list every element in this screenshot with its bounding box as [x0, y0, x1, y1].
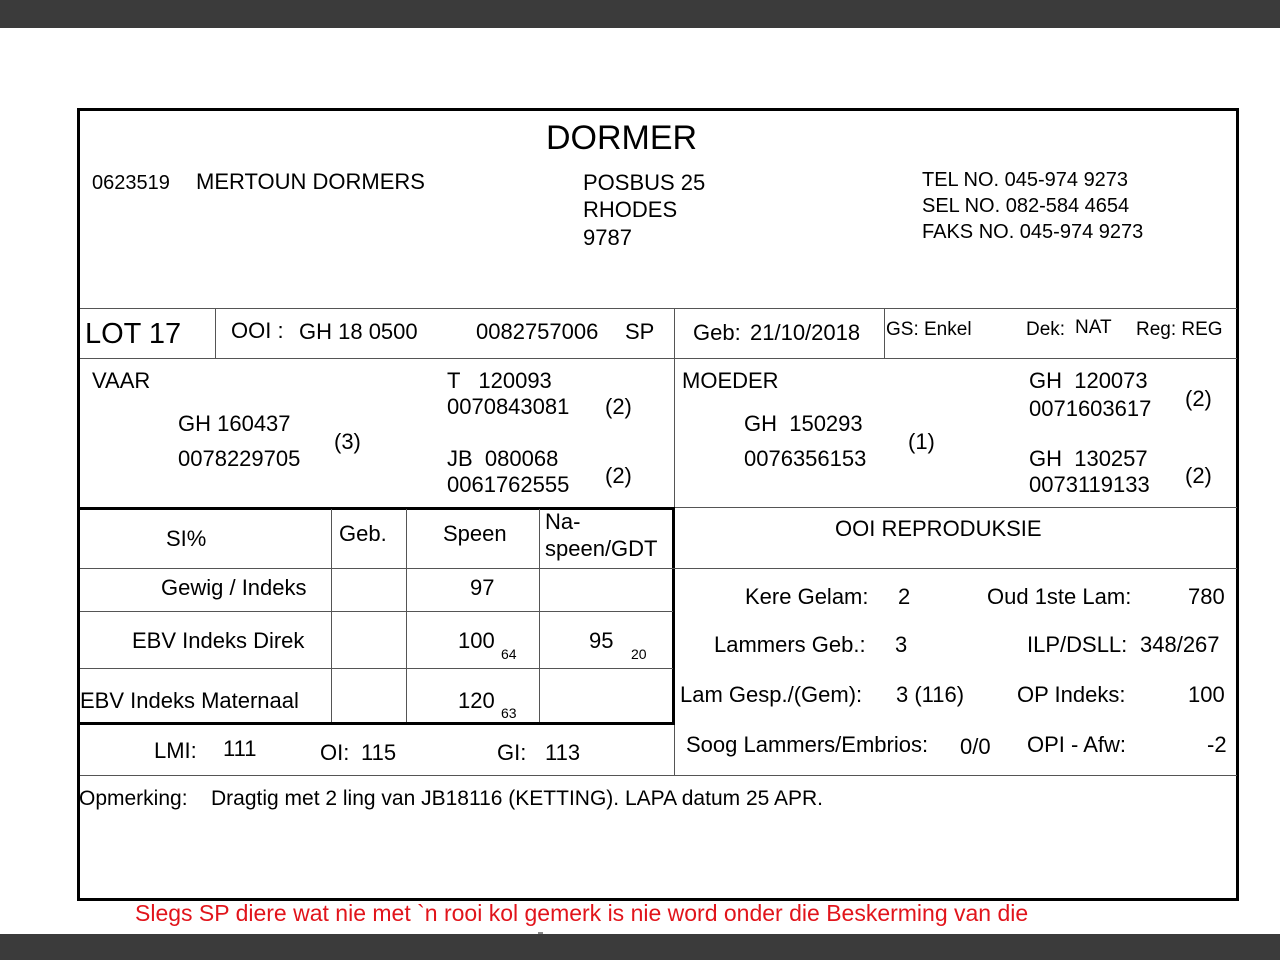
- faks-number: FAKS NO. 045-974 9273: [922, 221, 1144, 243]
- divider-perf-top: [78, 507, 675, 510]
- row-direk-speen-sub: 64: [501, 646, 517, 662]
- col-header-naspeen-1: Na-: [545, 509, 581, 534]
- lamgesp-value: 3 (116): [896, 682, 965, 707]
- reg-value: Reg: REG: [1136, 319, 1223, 340]
- vaar-grade: (3): [334, 429, 361, 454]
- moeder-dam-number: 0073119133: [1029, 472, 1150, 497]
- repro-title: OOI REPRODUKSIE: [835, 516, 1042, 541]
- moeder-label: MOEDER: [682, 368, 779, 393]
- divider-lot-v2: [674, 308, 675, 359]
- row-gewig-label: Gewig / Indeks: [161, 575, 307, 600]
- divider-pedigree-v: [674, 358, 675, 508]
- moeder-number: 0076356153: [744, 446, 867, 471]
- divider-perf-v2: [406, 509, 407, 724]
- divider-perf-row1: [80, 611, 673, 612]
- lmi-value: 111: [223, 736, 257, 761]
- vaar-dam-id: JB 080068: [447, 446, 559, 471]
- kere-label: Kere Gelam:: [745, 584, 869, 609]
- vaar-number: 0078229705: [178, 446, 301, 471]
- divider-lot-v1: [215, 308, 216, 359]
- address-line-2: RHODES: [583, 197, 678, 222]
- remark-text: Dragtig met 2 ling van JB18116 (KETTING). LAPA datum 25 APR.: [211, 787, 824, 810]
- oi-label: OI:: [320, 740, 350, 765]
- row-maternaal-label: EBV Indeks Maternaal: [80, 688, 299, 713]
- row-direk-naspeen-sub: 20: [631, 646, 647, 662]
- ilp-value: 348/267: [1140, 632, 1220, 657]
- op-label: OP Indeks:: [1017, 682, 1126, 707]
- moeder-dam-id: GH 130257: [1029, 446, 1148, 471]
- moeder-dam-grade: (2): [1185, 463, 1212, 488]
- lot-label: LOT 17: [85, 318, 182, 350]
- sp-marker: SP: [625, 319, 655, 344]
- vaar-id: GH 160437: [178, 411, 291, 436]
- geb-date: 21/10/2018: [750, 320, 861, 345]
- gi-label: GI:: [497, 740, 527, 765]
- soog-value: 0/0: [960, 734, 991, 759]
- gi-value: 113: [545, 740, 581, 765]
- lammers-value: 3: [895, 632, 908, 657]
- moeder-sire-id: GH 120073: [1029, 368, 1148, 393]
- col-header-geb: Geb.: [339, 521, 387, 546]
- sel-number: SEL NO. 082-584 4654: [922, 195, 1130, 217]
- address-line-3: 9787: [583, 225, 632, 250]
- col-header-speen: Speen: [443, 521, 507, 546]
- lmi-label: LMI:: [154, 738, 197, 763]
- ooi-label: OOI :: [231, 318, 284, 343]
- kere-value: 2: [898, 584, 911, 609]
- protection-note: Slegs SP diere wat nie met `n rooi kol gemerk is nie word onder die Beskerming van die: [135, 900, 1029, 926]
- divider-perf-right: [672, 508, 675, 725]
- vaar-sire-number: 0070843081: [447, 394, 570, 419]
- divider-index-right: [674, 725, 675, 775]
- ooi-reg-number: 0082757006: [476, 319, 599, 344]
- vaar-label: VAAR: [92, 368, 151, 393]
- gs-value: GS: Enkel: [886, 319, 972, 340]
- row-direk-speen: 100: [458, 628, 495, 653]
- vaar-dam-grade: (2): [605, 463, 632, 488]
- remark-label: Opmerking:: [79, 787, 188, 810]
- divider-lot-v3: [884, 308, 885, 359]
- lammers-label: Lammers Geb.:: [714, 632, 866, 657]
- row-maternaal-speen: 120: [458, 688, 495, 713]
- opi-label: OPI - Afw:: [1027, 732, 1127, 757]
- moeder-sire-number: 0071603617: [1029, 396, 1152, 421]
- top-bar: [0, 0, 1280, 28]
- moeder-id: GH 150293: [744, 411, 863, 436]
- soog-label: Soog Lammers/Embrios:: [686, 732, 929, 757]
- col-header-naspeen-2: speen/GDT: [545, 536, 658, 561]
- divider-perf-row3: [80, 722, 675, 725]
- geb-label: Geb:: [693, 320, 741, 345]
- row-maternaal-speen-sub: 63: [501, 705, 517, 721]
- bottom-bar: [0, 934, 1280, 960]
- moeder-grade: (1): [908, 429, 935, 454]
- divider-lot-top: [80, 308, 1237, 309]
- row-direk-naspeen: 95: [589, 628, 614, 653]
- divider-perf-row2: [80, 668, 673, 669]
- vaar-dam-number: 0061762555: [447, 472, 570, 497]
- divider-perf-v3: [539, 509, 540, 724]
- vaar-sire-grade: (2): [605, 394, 632, 419]
- address-line-1: POSBUS 25: [583, 170, 706, 195]
- opi-value: -2: [1207, 732, 1227, 757]
- dek-label: Dek:: [1026, 319, 1066, 340]
- dek-value: NAT: [1075, 317, 1112, 338]
- divider-perf-header: [80, 568, 1237, 569]
- lamgesp-label: Lam Gesp./(Gem):: [680, 682, 863, 707]
- moeder-sire-grade: (2): [1185, 386, 1212, 411]
- breed-title: DORMER: [546, 119, 698, 157]
- ooi-id: GH 18 0500: [299, 319, 418, 344]
- oud-label: Oud 1ste Lam:: [987, 584, 1132, 609]
- breeder-name: MERTOUN DORMERS: [196, 169, 425, 194]
- col-header-si: SI%: [166, 526, 207, 551]
- op-value: 100: [1188, 682, 1225, 707]
- oud-value: 780: [1188, 584, 1225, 609]
- divider-repro-top: [675, 507, 1237, 508]
- divider-lot-bottom: [80, 358, 1237, 359]
- row-gewig-speen: 97: [470, 575, 495, 600]
- divider-perf-v1: [331, 509, 332, 724]
- breeder-id: 0623519: [92, 172, 170, 194]
- tel-number: TEL NO. 045-974 9273: [922, 169, 1129, 191]
- ilp-label: ILP/DSLL:: [1027, 632, 1128, 657]
- divider-remark-top: [80, 775, 1237, 776]
- vaar-sire-id: T 120093: [447, 368, 552, 393]
- row-direk-label: EBV Indeks Direk: [132, 628, 305, 653]
- oi-value: 115: [361, 740, 397, 765]
